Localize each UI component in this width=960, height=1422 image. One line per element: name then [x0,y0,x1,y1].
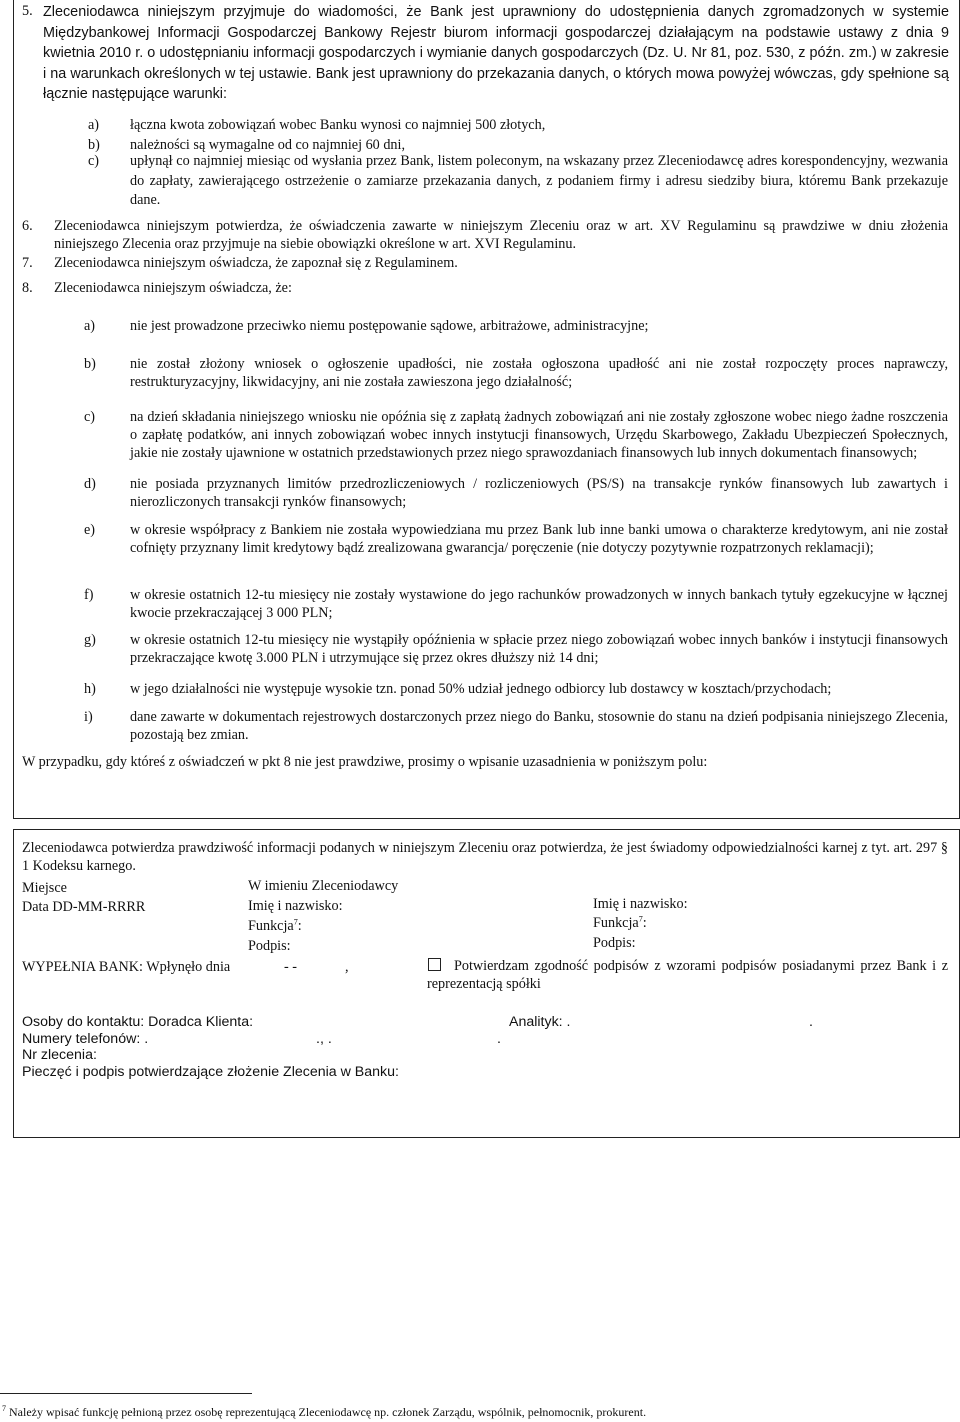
item-label: i) [84,709,93,725]
footnote [2,1403,646,1421]
item-text: nie jest prowadzone przeciwko niemu postępowanie sądowe, arbitrażowe, administracyjne; [130,318,649,334]
date-separators: - - [284,959,297,975]
potwierdzam-text: Potwierdzam zgodność podpisów z wzorami podpisów posiadanymi przez Bank i z reprezentacją spółki [427,958,948,992]
analityk-label: Analityk: . [509,1014,571,1030]
funkcja-label: Funkcja [593,915,639,931]
para7-text: Zleceniodawca niniejszym oświadcza, że zapoznał się z Regulaminem. [54,255,458,271]
date-comma: , [345,959,349,975]
para6-number: 6. [22,218,33,234]
item-text: w okresie ostatnich 12-tu miesięcy nie zostały wystawione do jego rachunków prowadzonych w innych bankach tytuły egzekucyjne w łącznej kwocie przekraczającej 3 000 PLN; [130,587,948,621]
numery-mid: ., . [316,1031,332,1047]
item-text: w jego działalności nie występuje wysokie tzn. ponad 50% udział jednego odbiorcy lub dostawcy w kosztach/przychodach; [130,681,832,697]
para8-number: 8. [22,280,33,296]
para7-num: 7. [22,255,33,271]
footnote-text: Należy wpisać funkcję pełnioną przez osobę reprezentującą Zleceniodawcę np. członek Zarządu, wspólnik, pełnomocnik, prokurent. [9,1405,647,1419]
nr-zlecenia-label: Nr zlecenia: [22,1047,97,1063]
numery-label: Numery telefonów: . [22,1031,149,1047]
data-label: Data DD-MM-RRRR [22,899,146,915]
item-label: f) [84,587,94,603]
received-date-field[interactable] [256,956,356,976]
item-text: nie posiada przyznanych limitów przedrozliczeniowych / rozliczeniowych (PS/S) na transakcje rynków finansowych lub zawartych i nierozliczonych transakcji rynków finansowych; [130,476,948,510]
item-label: c) [84,409,96,425]
confirmation-text: Zleceniodawca potwierdza prawdziwość informacji podanych w niniejszym Zleceniu oraz potwierdza, że jest świadomy odpowiedzialności karnej z tyt. art. 297 § 1 Kodeksu karnego. [22,840,948,874]
item-text: w okresie ostatnich 12-tu miesięcy nie wystąpiły opóźnienia w spłacie przez niego zobowiązań wobec innych banków i instytucji finansowych przekraczające kwotę 3.000 PLN i utrzymujące się przez okres dłuższy niż 14 dni; [130,632,948,666]
imie-nazwisko-2: Imię i nazwisko: [593,896,688,912]
condition-text: upłynął co najmniej miesiąc od wysłania przez Bank, listem poleconym, na wskazany przez Zleceniodawcę adres korespondencyjny, wezwania do zapłaty, zawierającego ostrzeżenie o zamiarze przekazania danych, z podaniem firmy i adresu siedziby biura, któremu Bank przekazuje dane. [130,153,948,208]
para5-text: Zleceniodawca niniejszym przyjmuje do wiadomości, że Bank jest uprawniony do udostępnienia danych zgromadzonych w systemie Międzybankowej Informacji Gospodarczej Bankowy Rejestr biurom informacji gospodarczej działającym na podstawie ustawy z dnia 9 kwietnia 2010 r. o udostępnianiu informacji gospodarczych i wymianie danych gospodarczych (Dz. U. Nr 81, poz. 530, z późn. zm.) w zakresie i na warunkach określonych w tej ustawie. Bank jest uprawniony do przekazania danych, o których mowa powyżej wówczas, gdy spełnione są łącznie następujące warunki: [43,4,949,103]
item-text: nie został złożony wniosek o ogłoszenie upadłości, nie została ogłoszona upadłość ani nie został rozpoczęty proces naprawczy, restrukturyzacyjny, likwidacyjny, ani nie została zawieszona jego działalność; [130,356,948,390]
colon: : [297,918,302,934]
para5-number: 5. [22,3,33,19]
podpis-2: Podpis: [593,935,636,951]
condition-label: a) [88,117,100,133]
footnote-ref: 7 [638,914,643,924]
podpis-1: Podpis: [248,938,291,954]
footnote-number: 7 [2,1404,6,1413]
para6-text: Zleceniodawca niniejszym potwierdza, że oświadczenia zawarte w niniejszym Zleceniu oraz w art. XV Regulaminu są prawdziwe w dniu złożenia niniejszego Zlecenia oraz przyjmuje na siebie obowiązki określone w art. XVI Regulaminu. [54,218,948,252]
footnote-ref: 7 [293,917,298,927]
analityk-end: . [809,1014,813,1030]
w-imieniu-label: W imieniu Zleceniodawcy [248,878,399,894]
condition-text: należności są wymagalne od co najmniej 60 dni, [130,137,406,153]
item-label: e) [84,522,96,538]
footnote-separator [0,1393,252,1394]
justification-prompt: W przypadku, gdy któreś z oświadczeń w pkt 8 nie jest prawdziwe, prosimy o wpisanie uzasadnienia w poniższym polu: [22,754,708,770]
para8-text: Zleceniodawca niniejszym oświadcza, że: [54,280,292,296]
item-label: b) [84,356,96,372]
imie-nazwisko-1: Imię i nazwisko: [248,898,343,914]
osoby-kontakt-label: Osoby do kontaktu: Doradca Klienta: [22,1014,254,1030]
justification-field[interactable] [22,776,948,806]
item-text: w okresie współpracy z Bankiem nie została wypowiedziana mu przez Bank lub inne banki umowa o charakterze kredytowym, ani nie został cofnięty przyznany limit kredytowy bądź zrealizowana gwarancja/ poręczenie (nie dotyczy pozytywnie rozpatrzonych reklamacji); [130,522,948,556]
item-label: a) [84,318,96,334]
item-label: g) [84,632,96,648]
miejsce-label: Miejsce [22,880,67,896]
funkcja-1 [248,917,302,935]
funkcja-2 [593,914,647,932]
colon: : [642,915,647,931]
condition-label: c) [88,153,100,169]
funkcja-label: Funkcja [248,918,294,934]
condition-label: b) [88,137,100,153]
item-text: na dzień składania niniejszego wniosku nie opóźnia się z zapłatą żadnych zobowiązań ani nie zostały zgłoszone wobec niego żadne roszczenia o zapłatę podatków, ani innych zobowiązań wobec innych instytucji finansowych, Urzędu Skarbowego, Zakładu Ubezpieczeń Społecznych, jakie nie zostały ujawnione w ostatnich przedstawionych przez niego sprawozdaniach finansowych lub innych dokumentach finansowych; [130,409,948,461]
numery-end: . [497,1031,501,1047]
condition-text: łączna kwota zobowiązań wobec Banku wynosi co najmniej 500 złotych, [130,117,546,133]
wypelnia-bank-label: WYPEŁNIA BANK: Wpłynęło dnia [22,959,231,975]
pieczec-label: Pieczęć i podpis potwierdzające złożenie Zlecenia w Banku: [22,1064,399,1080]
item-label: h) [84,681,96,697]
item-label: d) [84,476,96,492]
item-text: dane zawarte w dokumentach rejestrowych dostarczonych przez niego do Banku, stosownie do stanu na dzień podpisania niniejszego Zlecenia, pozostają bez zmian. [130,709,948,743]
